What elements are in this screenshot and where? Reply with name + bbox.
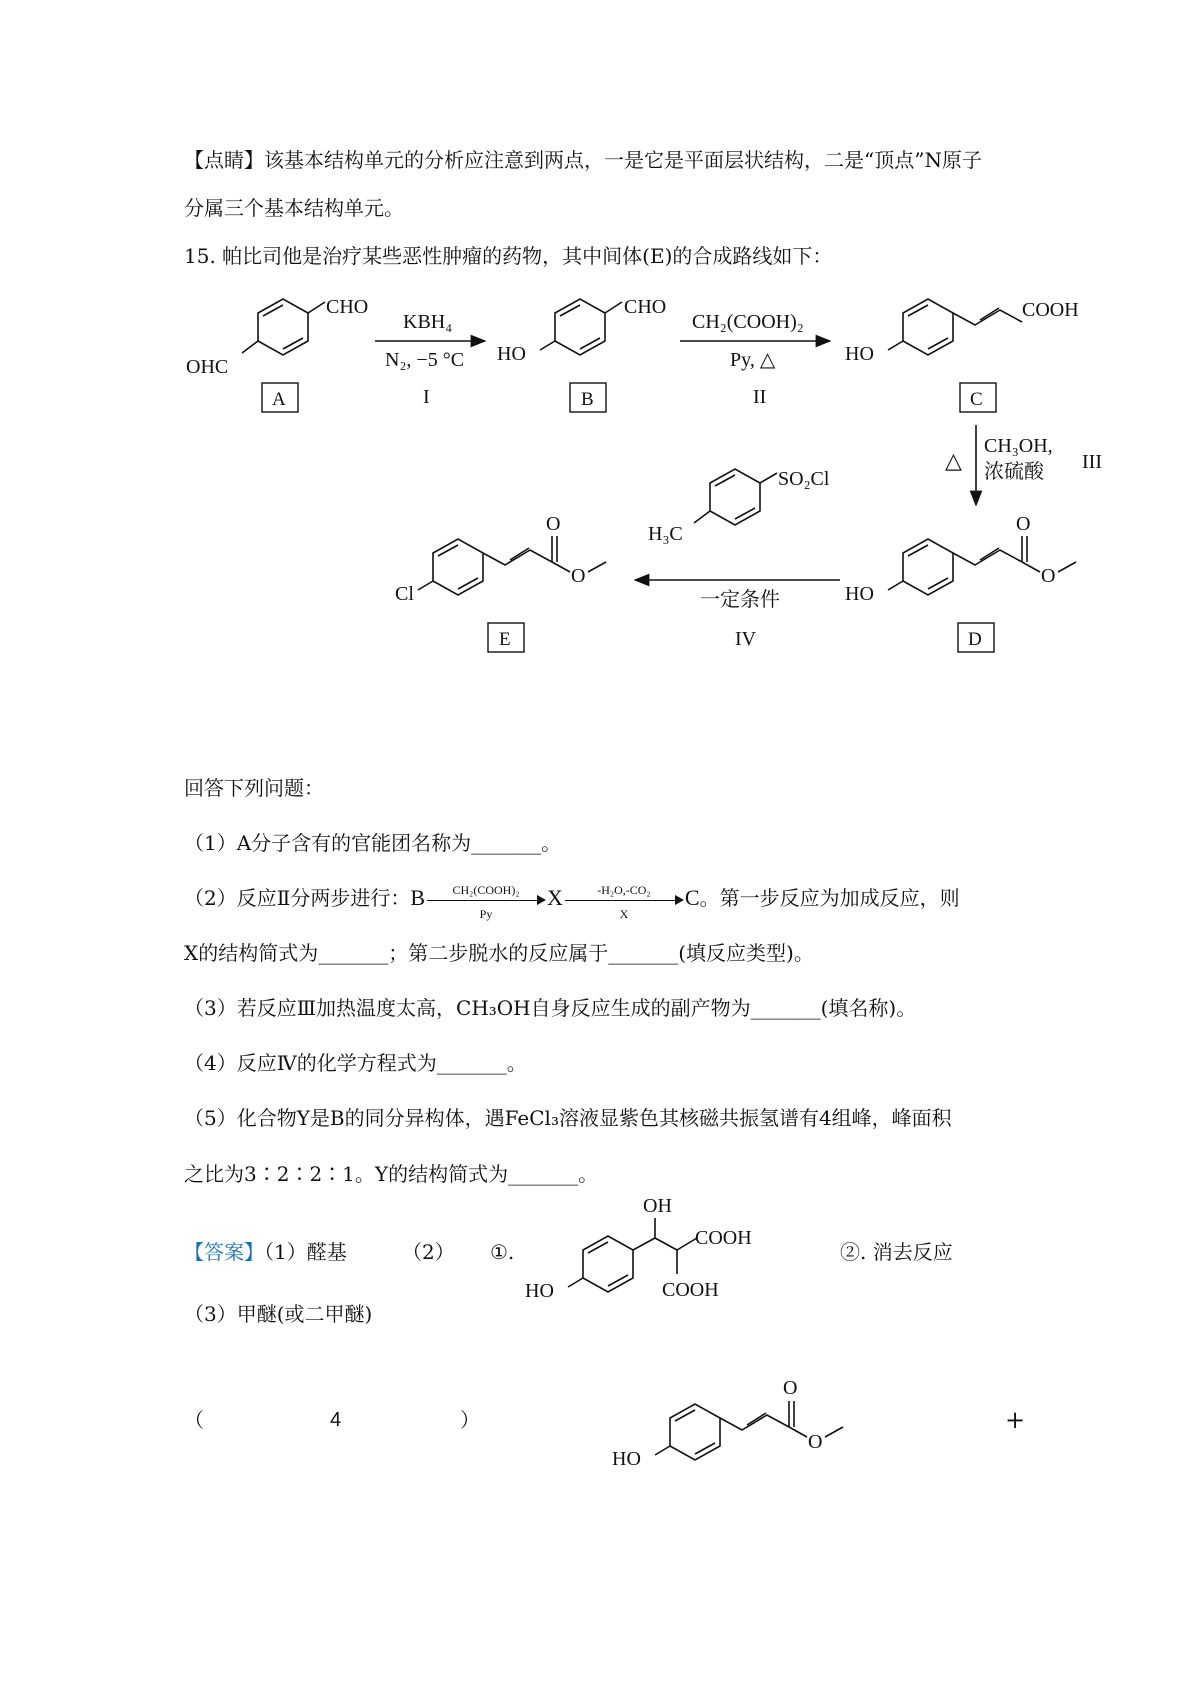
step-1-reagent: KBH₄ bbox=[403, 311, 453, 333]
d-carbonyl-o: O bbox=[1016, 513, 1031, 535]
d-box-label: D bbox=[968, 629, 982, 650]
q2-compound-b: B bbox=[410, 885, 426, 910]
question-3: （3）若反应Ⅲ加热温度太高，CH₃OH自身反应生成的副产物为_______(填名称)。 bbox=[184, 996, 917, 1020]
step-3-reagent: CH₃OH, bbox=[984, 435, 1053, 457]
answer-2-structure bbox=[520, 1190, 820, 1310]
step-4-reagent: SO₂Cl bbox=[778, 468, 830, 490]
answer-4-open: （ bbox=[184, 1408, 204, 1432]
question-2-lead: （2）反应Ⅱ分两步进行： bbox=[184, 886, 411, 910]
step-2-arrow bbox=[680, 311, 830, 408]
question-5-line-1: （5）化合物Y是B的同分异构体，遇FeCl₃溶液显紫色其核磁共振氢谱有4组峰，峰面积 bbox=[184, 1106, 952, 1130]
question-2-line-1 bbox=[184, 882, 960, 921]
ans4-carbonyl-o: O bbox=[783, 1377, 798, 1399]
c-box-label: C bbox=[970, 389, 983, 410]
e-box-label: E bbox=[499, 629, 511, 650]
step-4-condition: 一定条件 bbox=[700, 589, 780, 611]
answer-4-plus: + bbox=[1005, 1406, 1026, 1434]
compound-e bbox=[395, 513, 606, 652]
question-intro: 15. 帕比司他是治疗某些恶性肿瘤的药物，其中间体(E)的合成路线如下： bbox=[184, 244, 833, 268]
q2-arrow-1-top: CH₂(COOH)₂ bbox=[452, 882, 520, 897]
ans4-ho-label: HO bbox=[612, 1448, 641, 1470]
compound-b bbox=[497, 296, 666, 412]
e-ester-o: O bbox=[571, 565, 586, 587]
question-4: （4）反应Ⅳ的化学方程式为_______。 bbox=[184, 1051, 527, 1075]
a-box-label: A bbox=[272, 389, 286, 410]
answer-4-number: 4 bbox=[330, 1409, 342, 1431]
step-4-methyl: H₃C bbox=[648, 523, 683, 545]
q2-compound-x: X bbox=[547, 885, 563, 910]
step-2-condition: Py, △ bbox=[730, 349, 776, 371]
step-2-number: II bbox=[753, 386, 767, 408]
d-ester-o: O bbox=[1041, 565, 1056, 587]
a-cho-label: CHO bbox=[326, 296, 369, 318]
answer-3: （3）甲醚(或二甲醚) bbox=[184, 1302, 373, 1326]
x-oh-label: OH bbox=[643, 1195, 672, 1217]
b-cho-label: CHO bbox=[624, 296, 667, 318]
answer-2-mark-1: ①. bbox=[490, 1240, 515, 1264]
step-3-number: III bbox=[1082, 451, 1102, 473]
step-4-arrow bbox=[635, 468, 840, 650]
step-4-number: IV bbox=[735, 628, 757, 650]
step-1-arrow bbox=[375, 311, 485, 408]
q2-compound-c: C bbox=[684, 885, 700, 910]
answer-line-1 bbox=[184, 1240, 347, 1264]
c-ho-label: HO bbox=[845, 343, 874, 365]
q2-arrow-1-bottom: Py bbox=[479, 906, 493, 921]
x-cooh-upper: COOH bbox=[695, 1227, 752, 1249]
q2-arrow-2-top: -H₂O,-CO₂ bbox=[597, 882, 651, 897]
step-1-condition: N₂, −5 °C bbox=[385, 349, 465, 371]
step-2-reagent: CH₂(COOH)₂ bbox=[692, 311, 804, 333]
question-1: （1）A分子含有的官能团名称为_______。 bbox=[184, 831, 562, 855]
q2-arrow-1 bbox=[427, 882, 545, 921]
question-2-tail: 。第一步反应为加成反应，则 bbox=[699, 886, 960, 910]
answer-1: （1）醛基 bbox=[264, 1240, 347, 1264]
x-cooh-lower: COOH bbox=[662, 1279, 719, 1301]
question-2-line-2: X的结构简式为_______；第二步脱水的反应属于_______(填反应类型)。 bbox=[184, 941, 814, 965]
compound-d bbox=[845, 513, 1076, 652]
e-carbonyl-o: O bbox=[546, 513, 561, 535]
answer-2-label: （2） bbox=[402, 1240, 455, 1264]
answer-2-mark-2: ②. 消去反应 bbox=[840, 1240, 953, 1264]
step-3-acid: 浓硫酸 bbox=[984, 461, 1044, 483]
b-box-label: B bbox=[581, 389, 594, 410]
x-ho-label: HO bbox=[525, 1280, 554, 1302]
e-cl-label: Cl bbox=[395, 583, 414, 605]
c-cooh-label: COOH bbox=[1022, 299, 1079, 321]
b-ho-label: HO bbox=[497, 343, 526, 365]
q2-arrow-2-line bbox=[565, 900, 677, 901]
q2-arrow-1-line bbox=[427, 900, 539, 901]
compound-c bbox=[845, 299, 1079, 412]
step-3-heat: △ bbox=[945, 448, 962, 473]
answer-4-close: ） bbox=[460, 1408, 480, 1432]
tip-line-2: 分属三个基本结构单元。 bbox=[184, 196, 404, 220]
tip-line-1: 【点睛】该基本结构单元的分析应注意到两点，一是它是平面层状结构，二是“顶点”N原子 bbox=[184, 148, 982, 172]
answer-4-structure bbox=[600, 1360, 880, 1480]
a-ohc-label: OHC bbox=[186, 356, 229, 378]
question-5-line-2: 之比为3∶2∶2∶1。Y的结构简式为_______。 bbox=[184, 1162, 599, 1186]
question-prompt: 回答下列问题： bbox=[184, 776, 324, 800]
step-1-number: I bbox=[423, 386, 430, 408]
ans4-ester-o: O bbox=[808, 1431, 823, 1453]
d-ho-label: HO bbox=[845, 583, 874, 605]
synthesis-scheme bbox=[0, 0, 1200, 700]
answer-tag: 【答案】 bbox=[184, 1240, 264, 1264]
compound-a bbox=[186, 296, 368, 412]
step-3-arrow bbox=[945, 425, 1102, 505]
q2-arrow-2 bbox=[565, 882, 683, 921]
q2-arrow-2-bottom: X bbox=[619, 906, 629, 921]
